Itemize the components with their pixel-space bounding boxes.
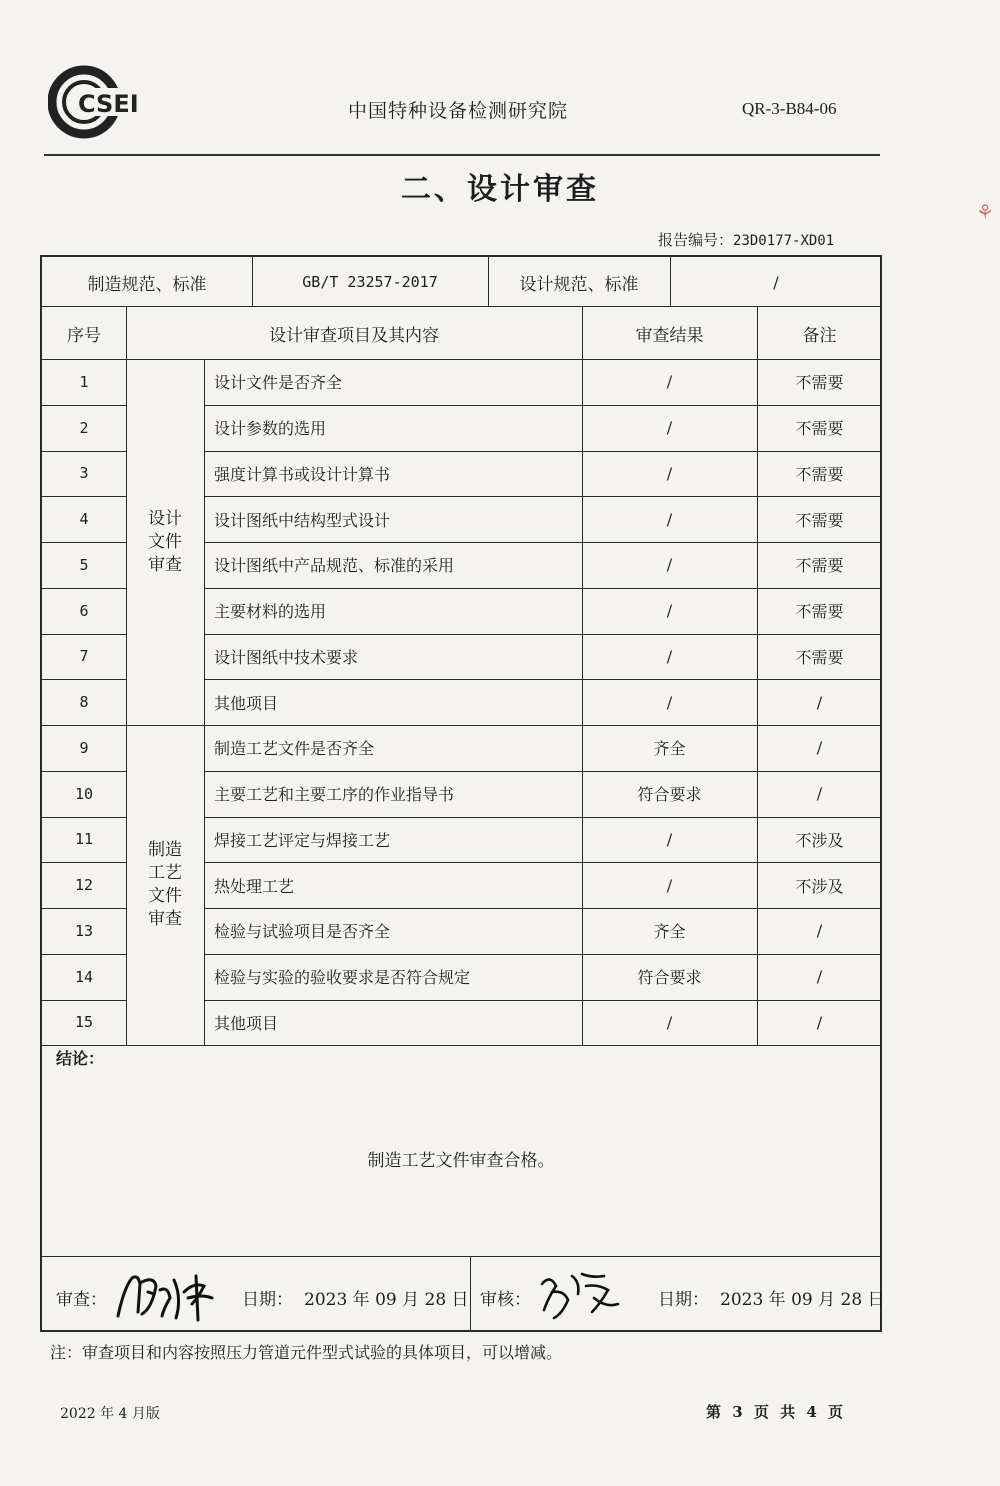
- design-standard-label: 设计规范、标准: [519, 274, 639, 295]
- review-item: 设计文件是否齐全: [214, 373, 343, 393]
- col-header-no: 序号: [67, 325, 101, 346]
- form-code: QR-3-B84-06: [742, 99, 837, 118]
- approve-date: 2023 年 09 月 28 日: [720, 1290, 885, 1310]
- review-item: 强度计算书或设计计算书: [214, 464, 391, 484]
- review-remark: /: [816, 921, 823, 941]
- report-number: 23D0177-XD01: [733, 233, 835, 249]
- review-remark: /: [816, 1012, 823, 1032]
- review-remark: 不需要: [795, 647, 844, 667]
- review-signature: [112, 1268, 222, 1324]
- mfg-standard-label: 制造规范、标准: [87, 274, 207, 295]
- report-number-line: [658, 229, 834, 250]
- col-header-result: 审查结果: [635, 325, 704, 346]
- col-divider: [470, 1256, 471, 1330]
- review-result: /: [666, 875, 673, 895]
- review-remark: /: [816, 692, 823, 712]
- page-info: 第 3 页 共 4 页: [706, 1403, 843, 1421]
- row-number: 4: [79, 510, 89, 529]
- conclusion-text: 制造工艺文件审查合格。: [367, 1151, 555, 1171]
- form-edition: 2022 年 4 月版: [60, 1406, 160, 1422]
- review-date: 2023 年 09 月 28 日: [304, 1290, 469, 1310]
- review-label: 审查：: [56, 1290, 107, 1310]
- review-item: 设计图纸中技术要求: [214, 647, 359, 667]
- review-result: /: [666, 646, 673, 666]
- conclusion-label: 结论：: [56, 1049, 105, 1068]
- review-result: /: [666, 418, 673, 438]
- report-number-label: 报告编号：: [658, 231, 734, 249]
- review-result: /: [666, 829, 673, 849]
- review-result: /: [666, 601, 673, 621]
- review-result: /: [666, 509, 673, 529]
- row-number: 11: [74, 830, 94, 849]
- row-number: 6: [79, 601, 89, 620]
- section-title: 二、设计审查: [401, 172, 599, 207]
- review-item: 主要材料的选用: [214, 602, 327, 622]
- margin-stamp-mark: ⚘: [976, 200, 994, 224]
- organization-name: 中国特种设备检测研究院: [348, 100, 569, 122]
- row-number: 1: [79, 372, 89, 391]
- review-result: /: [666, 555, 673, 575]
- review-result: /: [666, 1012, 673, 1032]
- review-remark: 不需要: [795, 602, 844, 622]
- row-number: 8: [79, 693, 89, 712]
- row-number: 5: [79, 555, 89, 574]
- row-number: 3: [79, 464, 89, 483]
- review-item: 热处理工艺: [214, 876, 295, 896]
- col-header-item: 设计审查项目及其内容: [269, 325, 439, 346]
- review-remark: /: [816, 738, 823, 758]
- group-label-manufacturing: [126, 725, 204, 1045]
- review-result: /: [666, 692, 673, 712]
- review-remark: /: [816, 967, 823, 987]
- review-remark: 不需要: [795, 510, 844, 530]
- review-item: 检验与实验的验收要求是否符合规定: [214, 968, 471, 988]
- review-result: /: [666, 372, 673, 392]
- review-item: 其他项目: [214, 693, 279, 713]
- review-item: 主要工艺和主要工序的作业指导书: [214, 785, 455, 805]
- review-item: 其他项目: [214, 1013, 279, 1033]
- review-result: 符合要求: [637, 968, 702, 988]
- group-label-design: [126, 359, 204, 725]
- review-remark: 不需要: [795, 419, 844, 439]
- review-result: /: [666, 463, 673, 483]
- footnote: 注：审查项目和内容按照压力管道元件型式试验的具体项目，可以增减。: [50, 1343, 563, 1362]
- review-remark: 不涉及: [795, 830, 844, 850]
- csei-logo: [48, 62, 140, 142]
- review-result: 齐全: [653, 739, 686, 759]
- review-remark: 不需要: [795, 556, 844, 576]
- review-remark: 不需要: [795, 373, 844, 393]
- group-label-design-text: 设计文件审查: [148, 508, 182, 575]
- row-number: 7: [79, 647, 89, 666]
- mfg-standard-value: GB/T 23257-2017: [302, 273, 438, 291]
- col-header-remark: 备注: [802, 325, 837, 346]
- review-remark: /: [816, 784, 823, 804]
- group-label-manufacturing-text: 制造工艺文件审查: [148, 840, 182, 929]
- row-number: 14: [74, 967, 94, 986]
- row-number: 9: [79, 738, 89, 757]
- row-number: 15: [74, 1013, 94, 1032]
- row-number: 10: [74, 784, 94, 803]
- review-result: 齐全: [653, 922, 686, 942]
- row-number: 13: [74, 921, 94, 940]
- header-rule: [44, 154, 880, 156]
- review-result: 符合要求: [637, 785, 702, 805]
- row-divider: [42, 1256, 882, 1257]
- approve-date-label: 日期：: [658, 1290, 709, 1310]
- review-item: 设计参数的选用: [214, 419, 327, 439]
- review-item: 制造工艺文件是否齐全: [214, 739, 375, 759]
- approve-label: 审核：: [480, 1290, 531, 1310]
- review-remark: 不涉及: [795, 876, 844, 896]
- review-item: 设计图纸中结构型式设计: [214, 510, 391, 530]
- review-item: 焊接工艺评定与焊接工艺: [214, 830, 391, 850]
- approve-signature: [534, 1264, 624, 1324]
- review-item: 设计图纸中产品规范、标准的采用: [214, 556, 455, 576]
- row-number: 2: [79, 418, 89, 437]
- row-divider: [42, 1045, 882, 1046]
- svg-text:CSEI: CSEI: [78, 90, 139, 118]
- review-remark: 不需要: [795, 464, 844, 484]
- design-standard-value: /: [773, 272, 779, 292]
- review-date-label: 日期：: [242, 1290, 293, 1310]
- review-item: 检验与试验项目是否齐全: [214, 922, 391, 942]
- row-number: 12: [74, 876, 94, 895]
